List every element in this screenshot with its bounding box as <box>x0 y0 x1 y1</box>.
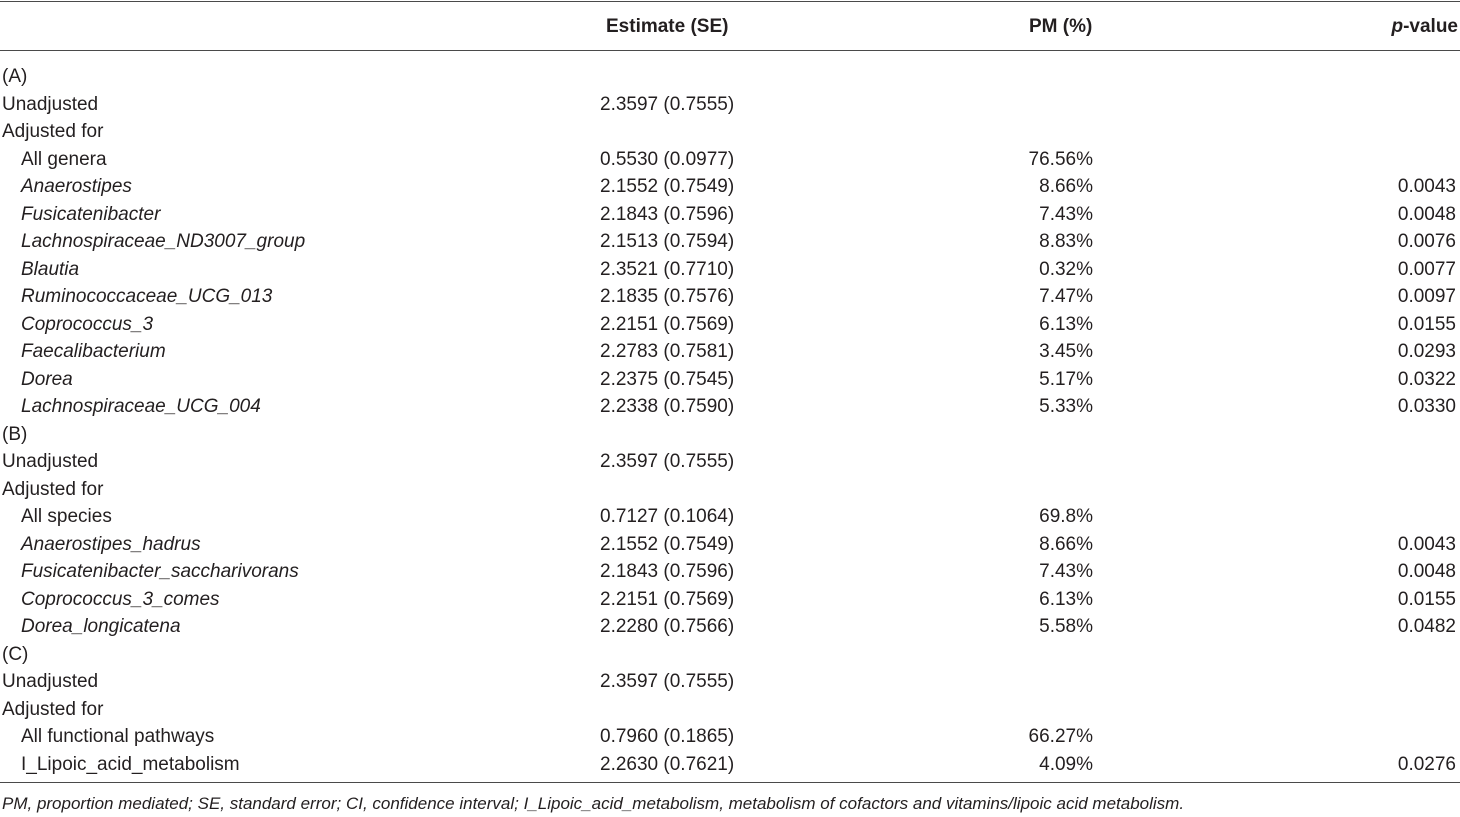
row-label: All functional pathways <box>21 726 215 747</box>
table-row <box>0 613 1460 641</box>
row-estimate: 2.3597 (0.7555) <box>600 451 735 472</box>
table-row <box>0 311 1460 339</box>
row-p-value: 0.0330 <box>1397 396 1456 417</box>
row-p-value: 0.0043 <box>1397 533 1456 555</box>
row-p-value: 0.0048 <box>1397 561 1456 582</box>
row-label: Dorea <box>21 368 73 390</box>
row-pm: 6.13% <box>1039 313 1093 335</box>
table-row <box>0 503 1460 531</box>
row-p-value: 0.0322 <box>1397 368 1456 390</box>
row-label: Fusicatenibacter <box>21 203 161 225</box>
table-row <box>0 228 1460 256</box>
table-row <box>0 256 1460 284</box>
table-row <box>0 91 1460 119</box>
row-label: Coprococcus_3_comes <box>21 588 220 610</box>
row-p-value: 0.0155 <box>1397 588 1456 610</box>
row-pm: 5.58% <box>1039 616 1093 637</box>
row-label: (C) <box>2 643 29 665</box>
row-label: Anaerostipes <box>21 176 132 197</box>
row-estimate: 2.2151 (0.7569) <box>600 313 735 335</box>
row-label: Adjusted for <box>2 478 104 500</box>
row-pm: 66.27% <box>1028 726 1093 747</box>
row-label: Unadjusted <box>2 451 99 472</box>
row-label: Ruminococcaceae_UCG_013 <box>21 286 273 307</box>
row-estimate: 2.1843 (0.7596) <box>600 203 735 225</box>
row-estimate: 2.3521 (0.7710) <box>600 258 735 280</box>
row-pm: 5.33% <box>1039 396 1093 417</box>
row-p-value: 0.0276 <box>1397 753 1456 775</box>
table-row <box>0 421 1460 449</box>
row-pm: 6.13% <box>1039 588 1093 610</box>
table-row <box>0 366 1460 394</box>
table-row <box>0 146 1460 174</box>
row-p-value: 0.0043 <box>1397 176 1456 197</box>
row-pm: 7.43% <box>1039 561 1093 582</box>
row-p-value: 0.0482 <box>1397 616 1456 637</box>
row-pm: 7.47% <box>1039 286 1093 307</box>
row-estimate: 0.7960 (0.1865) <box>600 726 735 747</box>
table-row <box>0 201 1460 229</box>
table-row <box>0 558 1460 586</box>
table-row <box>0 641 1460 669</box>
row-p-value: 0.0293 <box>1397 341 1456 362</box>
header-p-value <box>1391 16 1458 38</box>
row-estimate: 0.5530 (0.0977) <box>600 148 735 170</box>
row-pm: 8.66% <box>1039 533 1093 555</box>
row-label: Fusicatenibacter_saccharivorans <box>21 561 299 582</box>
row-pm: 0.32% <box>1039 258 1093 280</box>
table-row <box>0 531 1460 559</box>
row-label: Dorea_longicatena <box>21 616 181 637</box>
row-pm: 4.09% <box>1039 753 1093 775</box>
table-footnote: PM, proportion mediated; SE, standard error; CI, confidence interval; I_Lipoic_acid_metabolism, metabolism of cofactors and vitamins/lipoic acid metabolism. <box>2 794 1185 813</box>
row-estimate: 2.3597 (0.7555) <box>600 671 735 692</box>
table-body <box>0 63 1460 778</box>
row-label: (A) <box>2 66 28 87</box>
table-row <box>0 283 1460 311</box>
row-label: Unadjusted <box>2 671 99 692</box>
bottom-rule <box>0 782 1460 783</box>
row-p-value: 0.0155 <box>1397 313 1456 335</box>
row-pm: 3.45% <box>1039 341 1093 362</box>
table-row <box>0 476 1460 504</box>
row-pm: 8.83% <box>1039 231 1093 252</box>
row-estimate: 2.1835 (0.7576) <box>600 286 735 307</box>
table-header <box>0 1 1460 50</box>
table-row <box>0 393 1460 421</box>
table-row <box>0 118 1460 146</box>
table-row <box>0 751 1460 779</box>
row-label: Lachnospiraceae_UCG_004 <box>21 396 261 417</box>
row-label: Coprococcus_3 <box>21 313 154 335</box>
header-p-italic: p <box>1391 16 1404 37</box>
table-row <box>0 668 1460 696</box>
row-p-value: 0.0048 <box>1397 203 1456 225</box>
row-pm: 8.66% <box>1039 176 1093 197</box>
row-estimate: 2.1552 (0.7549) <box>600 176 735 197</box>
row-pm: 76.56% <box>1028 148 1093 170</box>
row-label: (B) <box>2 423 28 445</box>
row-estimate: 2.2280 (0.7566) <box>600 616 735 637</box>
header-p-rest: -value <box>1403 16 1458 37</box>
row-estimate: 2.2151 (0.7569) <box>600 588 735 610</box>
row-label: All genera <box>21 148 107 170</box>
table-row <box>0 696 1460 724</box>
row-estimate: 2.2630 (0.7621) <box>600 753 735 775</box>
header-estimate: Estimate (SE) <box>606 16 729 37</box>
row-label: Anaerostipes_hadrus <box>21 533 201 555</box>
row-label: Adjusted for <box>2 698 104 720</box>
row-estimate: 2.2375 (0.7545) <box>600 368 735 390</box>
row-label: Unadjusted <box>2 93 99 115</box>
row-label: Adjusted for <box>2 121 104 142</box>
row-pm: 69.8% <box>1039 506 1093 527</box>
row-estimate: 2.2338 (0.7590) <box>600 396 735 417</box>
row-label: Blautia <box>21 258 80 280</box>
table-row <box>0 338 1460 366</box>
row-p-value: 0.0097 <box>1397 286 1456 307</box>
row-label: I_Lipoic_acid_metabolism <box>21 753 240 775</box>
table-row <box>0 586 1460 614</box>
table-row <box>0 173 1460 201</box>
table-row <box>0 448 1460 476</box>
row-p-value: 0.0076 <box>1397 231 1456 252</box>
row-pm: 5.17% <box>1039 368 1093 390</box>
row-estimate: 2.3597 (0.7555) <box>600 93 735 115</box>
row-label: All species <box>21 506 112 527</box>
header-rule <box>0 50 1460 51</box>
row-estimate: 2.2783 (0.7581) <box>600 341 735 362</box>
row-p-value: 0.0077 <box>1397 258 1456 280</box>
row-estimate: 2.1843 (0.7596) <box>600 561 735 582</box>
row-estimate: 2.1552 (0.7549) <box>600 533 735 555</box>
row-estimate: 0.7127 (0.1064) <box>600 506 735 527</box>
row-label: Faecalibacterium <box>21 341 166 362</box>
table-row <box>0 723 1460 751</box>
table-row <box>0 63 1460 91</box>
row-pm: 7.43% <box>1039 203 1093 225</box>
header-pm: PM (%) <box>1029 16 1093 37</box>
row-estimate: 2.1513 (0.7594) <box>600 231 735 252</box>
row-label: Lachnospiraceae_ND3007_group <box>21 231 306 252</box>
